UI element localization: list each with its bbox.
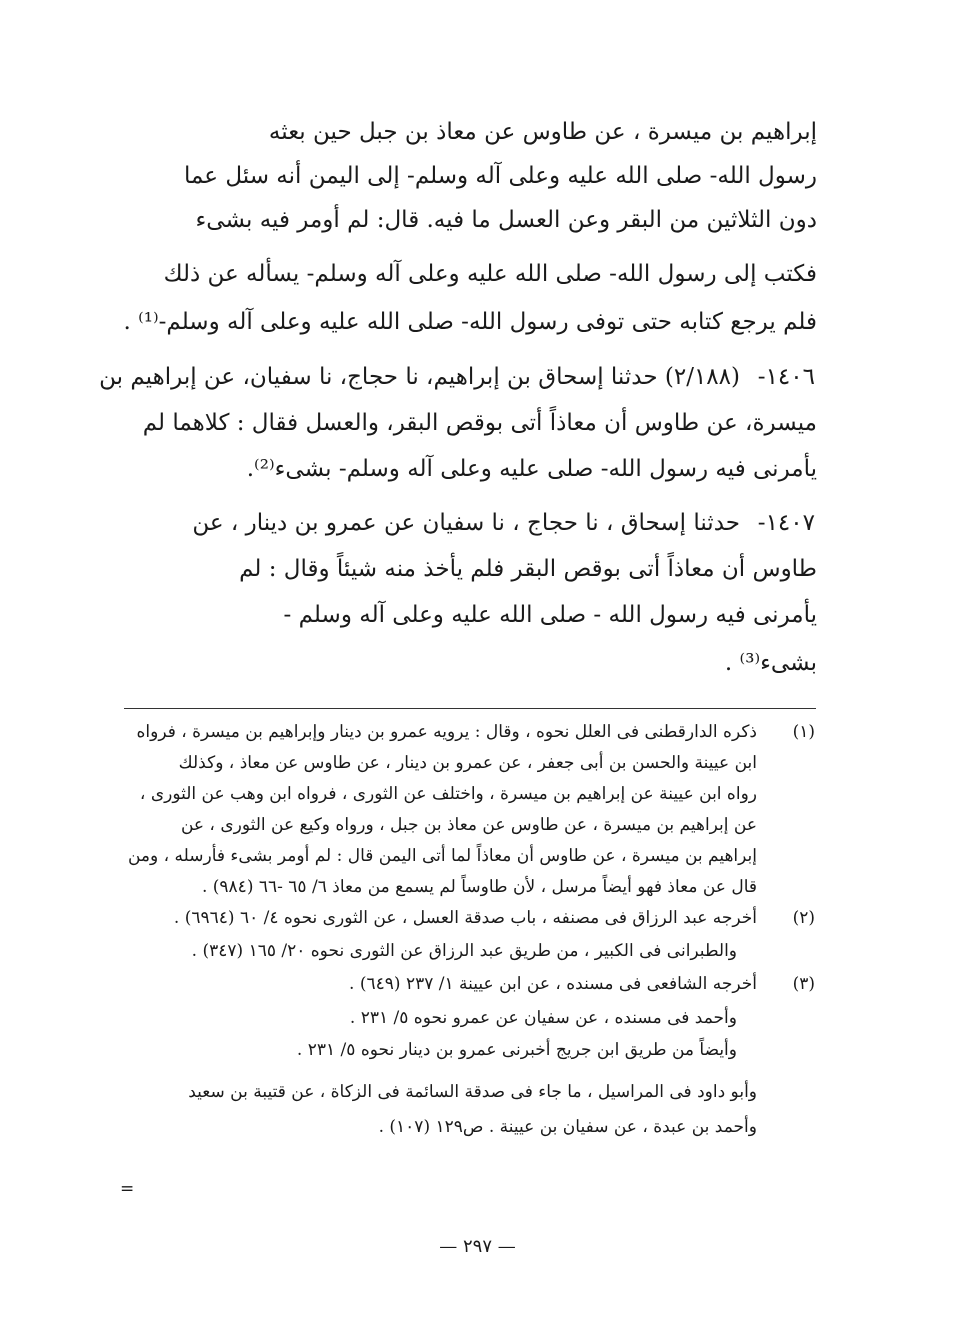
text-line: فكتب إلى رسول الله- صلى الله عليه وعلى آله وسلم- يسأله عن ذلك <box>163 261 817 287</box>
footnote-line: وأيضاً من طريق ابن جريج أخبرنى عمرو بن دينار نحوه ٥/ ٢٣١ . <box>296 1040 737 1060</box>
continuation-mark: = <box>120 1179 135 1199</box>
footnote-number-2: (٢) <box>792 908 815 928</box>
text-line: بشىء⁽³⁾ . <box>724 650 817 676</box>
text-line: حدثنا إسحاق ، نا حجاج ، نا سفيان عن عمرو بن دينار ، عن <box>192 510 740 536</box>
text-line: إبراهيم بن ميسرة ، عن طاوس عن معاذ بن جبل حين بعثه <box>268 119 817 145</box>
footnote-line: ذكره الدارقطنى فى العلل نحوه ، وقال : يرويه عمرو بن دينار وإبراهيم بن ميسرة ، فرواه <box>136 722 757 742</box>
footnote-line: رواه ابن عيينة عن إبراهيم بن ميسرة ، واختلف عن الثورى ، فرواه ابن وهب عن الثورى ، <box>139 784 757 804</box>
footnote-line: أخرجه الشافعى فى مسنده ، عن ابن عيينة ١/ ٢٣٧ (٦٤٩) . <box>349 974 757 994</box>
footnote-number-3: (٣) <box>792 974 815 994</box>
text-line: ميسرة، عن طاوس أن معاذاً أتى بوقص البقر، والعسل فقال : كلاهما لم <box>142 410 817 436</box>
footnote-line: وأبو داود فى المراسيل ، ما جاء فى صدقة السائمة فى الزكاة ، عن قتيبة بن سعيد <box>188 1082 757 1102</box>
text-line: طاوس أن معاذاً أتى بوقص البقر فلم يأخذ منه شيئاً وقال : لم <box>239 556 817 582</box>
footnote-line: عن إبراهيم بن ميسرة ، عن طاوس عن معاذ بن جبل ، ورواه وكيع عن الثورى ، عن <box>180 815 757 835</box>
text-line: يأمرنى فيه رسول الله- صلى عليه وعلى آله وسلم- بشىء⁽²⁾. <box>246 456 817 482</box>
hadith-number-1407: ١٤٠٧- <box>757 510 815 536</box>
footnote-line: أخرجه عبد الرزاق فى مصنفه ، باب صدقة العسل ، عن الثورى نحوه ٤/ ٦٠ (٦٩٦٤) . <box>173 908 757 928</box>
footnote-line: إبراهيم بن ميسرة ، عن طاوس أن معاذاً لما أتى اليمن قال : لم أومر بشىء فأرسله ، ومن <box>127 846 757 866</box>
text-line: (٢/١٨٨) حدثنا إسحاق بن إبراهيم، نا حجاج، نا سفيان، عن إبراهيم بن <box>99 364 740 390</box>
text-line: رسول الله- صلى الله عليه وعلى آله وسلم- إلى اليمن أنه سئل عما <box>184 163 817 189</box>
footnote-line: والطبرانى فى الكبير ، من طريق عبد الرزاق عن الثورى نحوه ٢٠/ ١٦٥ (٣٤٧) . <box>191 941 737 961</box>
text-line: فلم يرجع كتابه حتى توفى رسول الله- صلى الله عليه وعلى آله وسلم-⁽¹⁾ . <box>123 309 817 335</box>
footnote-line: وأحمد بن عبدة ، عن سفيان بن عيينة . ص١٢٩ (١٠٧) . <box>378 1117 757 1137</box>
text-line: يأمرنى فيه رسول الله - صلى الله عليه وعلى آله وسلم - <box>283 602 817 628</box>
footnote-line: وأحمد فى مسنده ، عن سفيان عن عمرو نحوه ٥/ ٢٣١ . <box>349 1008 737 1028</box>
footnote-separator <box>124 708 816 709</box>
footnote-line: قال عن معاذ فهو أيضاً مرسل ، لأن طاوساً لم يسمع من معاذ ٦/ ٦٥ -٦٦ (٩٨٤) . <box>201 877 757 897</box>
hadith-number-1406: ١٤٠٦- <box>757 364 815 390</box>
footnotes <box>125 720 815 1200</box>
footnote-number-1: (١) <box>792 722 815 742</box>
page-number: — ٢٩٧ — <box>439 1236 516 1257</box>
text-line: دون الثلاثين من البقر وعن العسل ما فيه. قال: لم أومر فيه بشىء <box>195 207 817 233</box>
footnote-line: ابن عيينة والحسن بن أبى جعفر ، عن عمرو بن دينار ، عن طاوس عن معاذ ، وكذلك <box>178 753 757 773</box>
